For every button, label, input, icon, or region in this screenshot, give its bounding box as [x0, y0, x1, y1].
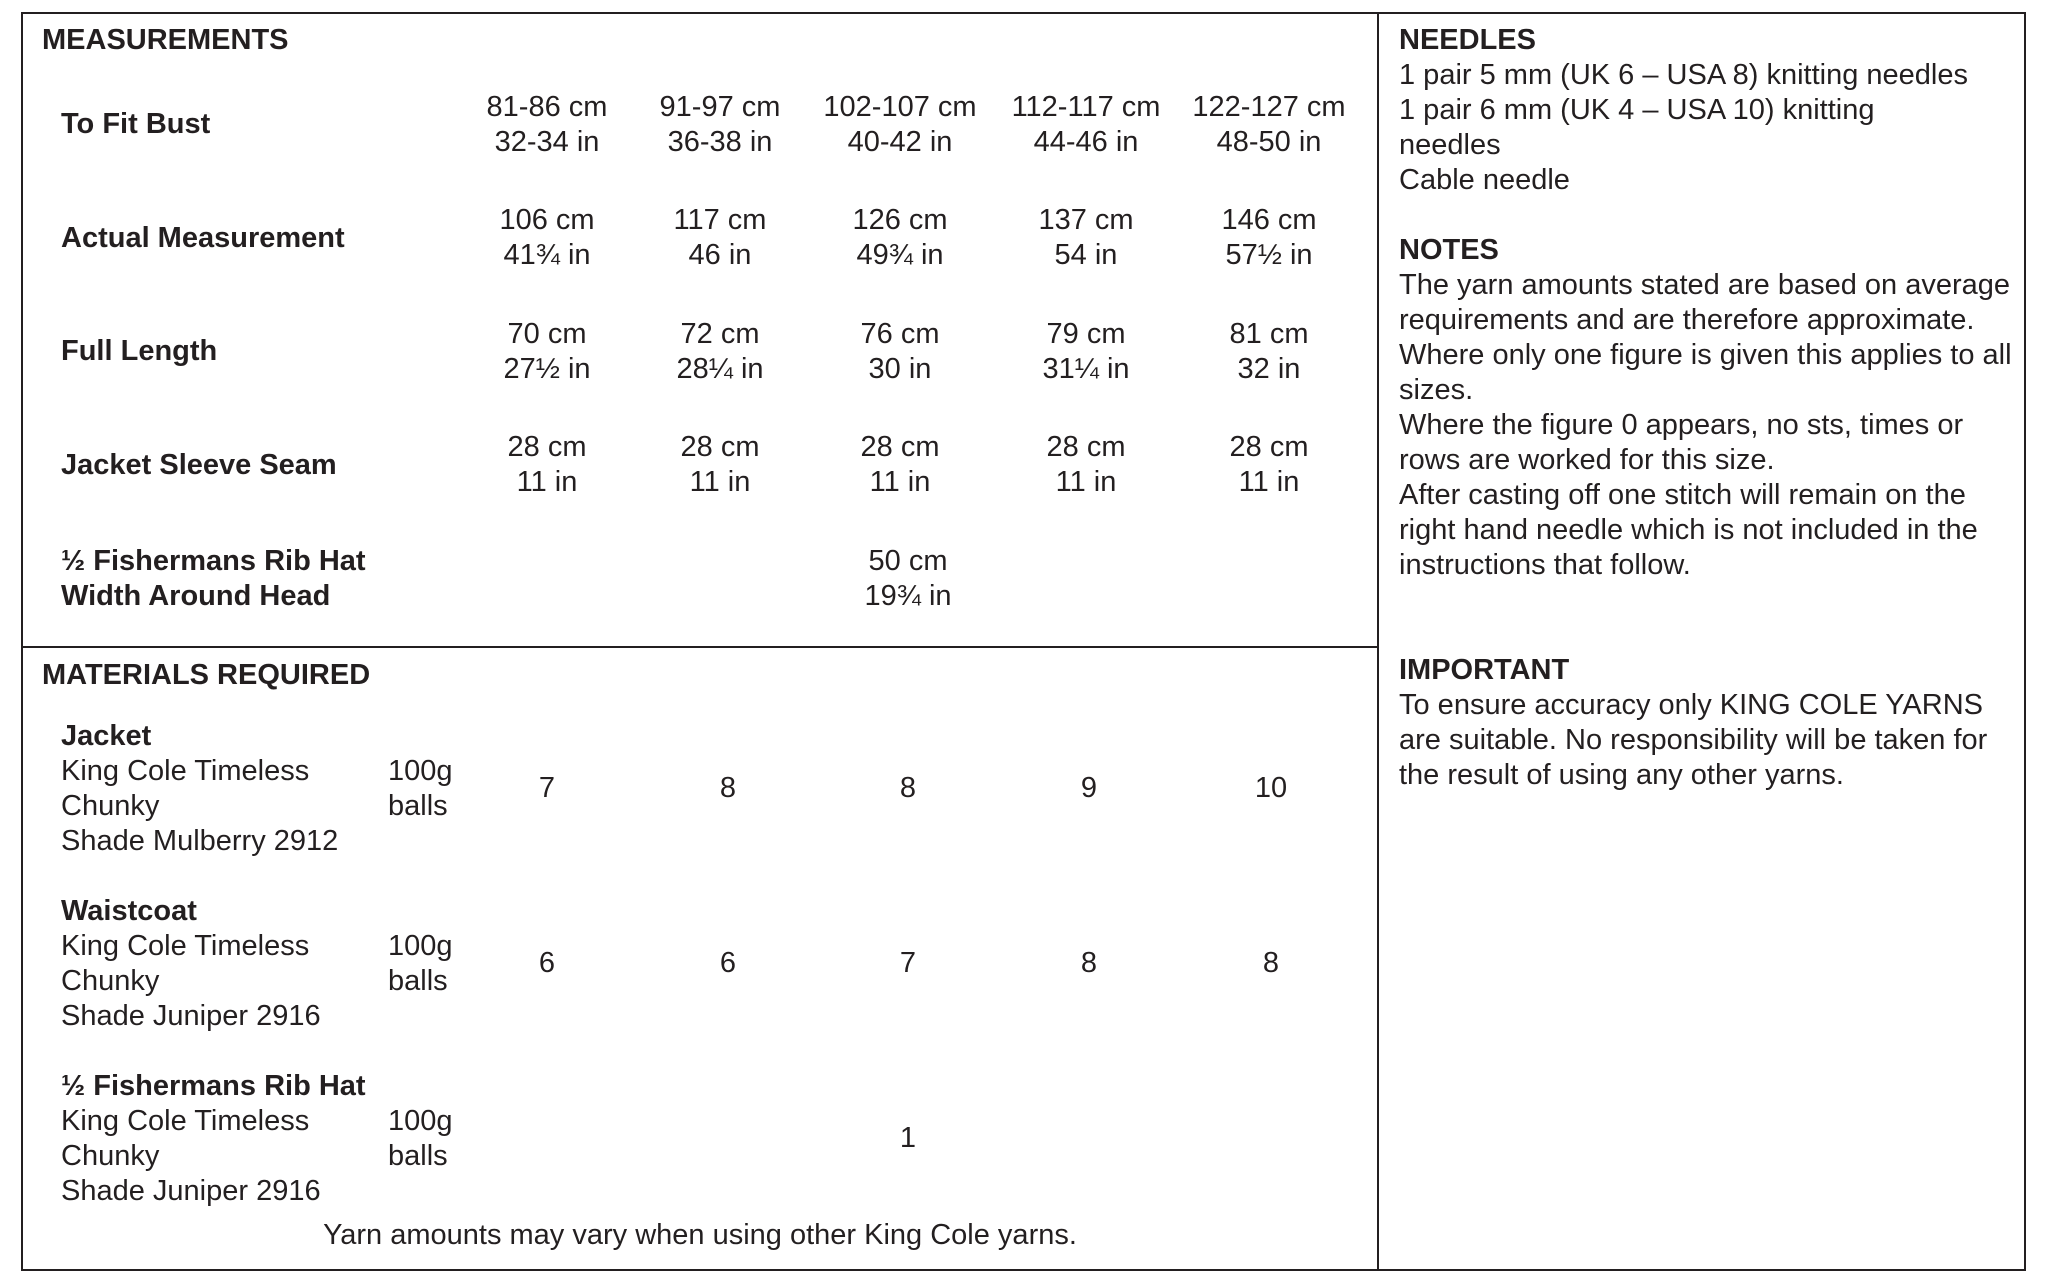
- column-divider: [1377, 12, 1379, 1271]
- measurements-heading: MEASUREMENTS: [42, 24, 289, 56]
- length-size-4: 79 cm 31¼ in: [1042, 318, 1130, 385]
- actual-size-4: 137 cm 54 in: [1038, 204, 1134, 271]
- bust-size-1: 81-86 cm 32-34 in: [486, 91, 608, 158]
- waistcoat-qty-4: 8: [1080, 947, 1098, 979]
- row-label-length: Full Length: [61, 335, 218, 367]
- length-size-3: 76 cm 30 in: [860, 318, 940, 385]
- sleeve-size-1: 28 cm 11 in: [507, 431, 587, 498]
- material-hat-unit: 100g balls: [388, 1105, 453, 1172]
- jacket-qty-3: 8: [899, 772, 917, 804]
- important-heading: IMPORTANT: [1399, 654, 1570, 686]
- actual-size-5: 146 cm 57½ in: [1221, 204, 1317, 271]
- notes-heading: NOTES: [1399, 234, 1499, 266]
- row-label-hat-width: ½ Fishermans Rib Hat Width Around Head: [61, 545, 366, 612]
- actual-size-2: 117 cm 46 in: [673, 204, 767, 271]
- bust-size-2: 91-97 cm 36-38 in: [659, 91, 781, 158]
- bust-size-3: 102-107 cm 40-42 in: [823, 91, 977, 158]
- bust-size-5: 122-127 cm 48-50 in: [1192, 91, 1346, 158]
- needles-heading: NEEDLES: [1399, 24, 1536, 56]
- actual-size-3: 126 cm 49¾ in: [852, 204, 948, 271]
- waistcoat-qty-3: 7: [899, 947, 917, 979]
- sleeve-size-2: 28 cm 11 in: [680, 431, 760, 498]
- material-jacket-unit: 100g balls: [388, 755, 453, 822]
- notes-text: The yarn amounts stated are based on average requirements and are therefore approximate. Where only one figure is given this applies to all sizes. Where the figure 0 appears, no sts, times or rows are worked for this size. After casting off one stitch will remain on the right hand needle which is not included in the instructions that follow.: [1399, 269, 2012, 581]
- needles-list: 1 pair 5 mm (UK 6 – USA 8) knitting needles 1 pair 6 mm (UK 4 – USA 10) knitting needles Cable needle: [1399, 59, 1968, 196]
- jacket-qty-1: 7: [538, 772, 556, 804]
- row-label-actual: Actual Measurement: [61, 222, 345, 254]
- materials-footer-note: Yarn amounts may vary when using other King Cole yarns.: [323, 1219, 1077, 1251]
- materials-heading: MATERIALS REQUIRED: [42, 659, 371, 691]
- sleeve-size-3: 28 cm 11 in: [860, 431, 940, 498]
- actual-size-1: 106 cm 41¾ in: [499, 204, 595, 271]
- hat-qty: 1: [899, 1122, 917, 1154]
- bust-size-4: 112-117 cm 44-46 in: [1011, 91, 1161, 158]
- jacket-qty-5: 10: [1254, 772, 1288, 804]
- material-waistcoat-desc: Waistcoat King Cole Timeless Chunky Shade Juniper 2916: [61, 895, 321, 1032]
- material-hat-desc: ½ Fishermans Rib Hat King Cole Timeless Chunky Shade Juniper 2916: [61, 1070, 366, 1207]
- sleeve-size-5: 28 cm 11 in: [1229, 431, 1309, 498]
- waistcoat-qty-2: 6: [719, 947, 737, 979]
- hat-width-value: 50 cm 19¾ in: [864, 545, 952, 612]
- jacket-qty-2: 8: [719, 772, 737, 804]
- length-size-2: 72 cm 28¼ in: [676, 318, 764, 385]
- waistcoat-qty-5: 8: [1262, 947, 1280, 979]
- row-label-sleeve: Jacket Sleeve Seam: [61, 449, 337, 481]
- material-waistcoat-unit: 100g balls: [388, 930, 453, 997]
- length-size-5: 81 cm 32 in: [1229, 318, 1309, 385]
- waistcoat-qty-1: 6: [538, 947, 556, 979]
- row-label-bust: To Fit Bust: [61, 108, 211, 140]
- length-size-1: 70 cm 27½ in: [503, 318, 591, 385]
- sleeve-size-4: 28 cm 11 in: [1046, 431, 1126, 498]
- jacket-qty-4: 9: [1080, 772, 1098, 804]
- material-jacket-desc: Jacket King Cole Timeless Chunky Shade Mulberry 2912: [61, 720, 339, 857]
- section-divider: [21, 646, 1379, 648]
- important-text: To ensure accuracy only KING COLE YARNS are suitable. No responsibility will be taken for the result of using any other yarns.: [1399, 689, 1988, 791]
